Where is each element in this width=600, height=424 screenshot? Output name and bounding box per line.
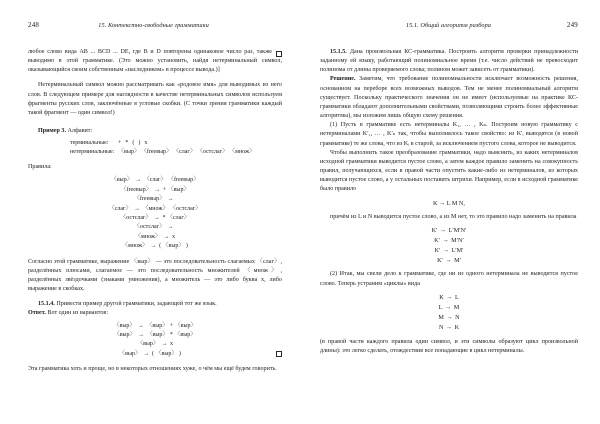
problem-statement: Привести пример другой грамматики, задающей тот же язык. <box>56 301 217 308</box>
arrow-icon: → <box>445 257 452 265</box>
arrow-icon: → <box>143 350 150 357</box>
right-folio: 249 <box>566 21 578 29</box>
production-rule <box>320 293 578 303</box>
terminals-row <box>28 139 282 148</box>
alphabet-block <box>28 139 282 157</box>
arrow-icon: → <box>134 205 140 212</box>
arrow-icon: → <box>154 186 161 193</box>
production-rule <box>28 242 282 251</box>
step-1-paragraph: (1) Пусть в грамматике есть нетерминалы K₁, … , Kₙ. Построим новую грамматику с нетерминалами K′₁, … , K′ₙ так, чтобы выполнялось такое свойство: из K′ᵢ выводятся (в новой грамматике) те же слова, что из Kᵢ в старой, за исключением пустого слова, которое не выводится. <box>320 122 578 147</box>
solution-text: Заметим, что требование полиномиальности исключает возможность решения, основанном на переборе всех возможных выводов. Тем не менее полиномиальный алгоритм существует. Поскольку практического значения он не имеет (используемые на практике КС-грамматики обладают дополнительными свойствами, позволяющими строить более эффективные алгоритмы), мы изложим лишь общую схему решения. <box>320 76 578 120</box>
nonterminal-symbol: 〈freeвыр〉 <box>143 149 173 156</box>
rule-lhs: 〈выр〉 <box>119 350 141 357</box>
nonterminal-symbol: 〈множ〉 <box>232 149 256 156</box>
left-running-head <box>28 22 282 34</box>
arrow-icon: → <box>135 177 142 184</box>
answer-line <box>28 309 282 318</box>
rule-rhs: 〈слаг〉 〈freeвыр〉 <box>143 177 200 184</box>
problem-number: 15.1.4. <box>38 301 55 308</box>
left-paragraph-2: Нетерминальный символ можно рассматривать как «родовое имя» для выводимых из него слов. В следующем примере для наглядности в качестве нетерминальных символов используем фрагменты русских слов, заключённые в угловые скобки. (С точки зрения грамматики каждый такой фрагмент — один символ!) <box>28 82 282 116</box>
rule-rhs: M <box>453 303 460 311</box>
production-rule <box>28 205 282 214</box>
rule-rhs: L <box>454 293 459 301</box>
arrow-icon: → <box>167 196 174 203</box>
rule-lhs: 〈множ〉 <box>122 243 149 250</box>
production-rule <box>320 256 578 266</box>
answer-label: Ответ. <box>28 310 46 317</box>
nonterminal-symbol: 〈остслаг〉 <box>199 149 229 156</box>
rules-label: Правила: <box>28 164 52 171</box>
production-rule <box>28 176 282 185</box>
answer-text: Вот один из вариантов: <box>47 310 109 317</box>
right-page <box>300 0 600 424</box>
production-rule <box>28 322 282 331</box>
production-rule <box>320 303 578 313</box>
arrow-icon: → <box>137 322 144 329</box>
primed-rules-list <box>320 226 578 267</box>
example-title: Алфавит: <box>67 128 93 135</box>
rule-lhs: 〈выр〉 <box>110 177 133 184</box>
terminal-symbol: * <box>125 140 129 147</box>
rule-rhs: 〈выр〉 * 〈выр〉 <box>146 332 197 338</box>
arrow-icon: → <box>150 243 157 250</box>
production-rule <box>28 350 282 359</box>
terminals-items <box>118 139 282 148</box>
rule-lhs: 〈выр〉 <box>137 341 159 348</box>
rule-lhs: K <box>439 293 444 301</box>
terminal-symbol: ) <box>138 140 141 147</box>
nonterminals-row <box>28 148 282 157</box>
rule-lhs: N <box>438 324 444 332</box>
rule-rhs: 〈выр〉 + 〈выр〉 <box>146 322 197 329</box>
production-rule <box>320 246 578 256</box>
rule-rhs: M′ <box>454 257 461 265</box>
cycle-rules-list <box>320 293 578 334</box>
rule-rhs: ( 〈выр〉 ) <box>152 350 181 357</box>
rule-lhs: 〈остслаг〉 <box>133 224 166 231</box>
qed-box-icon <box>276 51 282 57</box>
production-rule <box>320 313 578 323</box>
terminal-symbol: ( <box>132 140 135 147</box>
qed-box-icon <box>276 351 282 357</box>
example-rules-list <box>28 176 282 251</box>
left-closing-paragraph: Эта грамматика хоть и проще, но в некоторых отношениях хуже, о чём мы ещё будем говорить. <box>28 366 277 373</box>
arrow-icon: → <box>439 226 447 234</box>
rule-rhs: 〈множ〉 〈остслаг〉 <box>142 205 202 212</box>
example-heading <box>28 127 282 136</box>
rule-rhs: N <box>455 314 460 322</box>
problem-number: 15.1.5. <box>330 49 347 55</box>
left-paragraph-3: Согласно этой грамматике, выражение 〈выр〉 — это последовательность слагаемых 〈слаг〉, разделённых плюсами, слагаемое — это последовательность множителей 〈множ〉, разделённых звёздочками (знаками умножения), а множитель — это либо буква x, либо выражение в скобках. <box>28 258 282 293</box>
terminals-label: терминальные: <box>70 140 109 147</box>
terminal-symbol: x <box>144 140 148 147</box>
arrow-icon: → <box>167 224 174 231</box>
rule-lhs: K′ <box>437 257 443 265</box>
problem-statement: Дана произвольная КС-грамматика. Построить алгоритм проверки принадлежности заданному ей языку, работающий полиномиальное время (т.е. число действий не превосходит полинома от длины проверяемого слова; полином может зависеть от грамматики). <box>320 49 578 74</box>
arrow-icon: → <box>442 236 449 244</box>
rule-rhs: * 〈слаг〉 <box>162 215 190 222</box>
problem-15-1-5 <box>320 48 578 75</box>
rule-rhs: + 〈выр〉 <box>162 186 190 193</box>
rule-lhs: K′ <box>434 236 440 244</box>
rule-rhs: M′N′ <box>451 236 464 244</box>
left-running-head-title: 15. Контекстно-свободные грамматики <box>98 22 209 29</box>
production-rule <box>320 236 578 246</box>
production-rule <box>28 331 282 340</box>
rule-lhs: K′ <box>434 247 441 255</box>
step-1-paragraph-3: причём из L и N выводится пустое слово, а из M нет, то это правило надо заменить на правила <box>330 213 577 220</box>
terminal-symbol: + <box>118 140 122 147</box>
production-rule <box>28 195 282 204</box>
right-running-head <box>320 22 578 34</box>
rule-lhs: 〈множ〉 <box>134 233 161 240</box>
rule-lhs: M <box>438 314 444 322</box>
left-paragraph-1: любое слово вида AB ... BCD ... DE, где B и D повторены одинаковое число раз, также выводимо в этой грамматике. (Это можно установить, найдя нетерминальный символ, оказывающийся своим собственным «наследником» в процессе вывода.)] <box>28 49 282 74</box>
rule-rhs: L′M′ <box>451 247 464 255</box>
display-rule-kLMN: K → L M N, <box>433 199 465 207</box>
rule-rhs: x <box>169 341 173 348</box>
arrow-icon: → <box>138 332 145 338</box>
arrow-icon: → <box>161 341 168 348</box>
example-label: Пример 3. <box>38 128 66 135</box>
arrow-icon: → <box>163 233 170 240</box>
production-rule <box>28 223 282 232</box>
nonterminal-symbol: 〈слаг〉 <box>176 149 196 156</box>
arrow-icon: → <box>446 293 453 301</box>
rule-lhs: 〈остслаг〉 <box>120 215 152 222</box>
problem-15-1-4 <box>28 300 282 309</box>
production-rule <box>28 214 282 223</box>
rule-lhs: 〈выр〉 <box>113 322 136 329</box>
rule-rhs: x <box>172 233 175 240</box>
rule-lhs: 〈выр〉 <box>113 332 136 338</box>
solution-paragraph <box>320 75 578 121</box>
arrow-icon: → <box>154 215 160 222</box>
arrow-icon: → <box>445 324 453 332</box>
solution-label: Решение. <box>330 76 356 83</box>
step-2-paragraph-1: (2) Итак, мы свели дело к грамматике, где ни из одного нетерминала не выводится пустое слово. Теперь устраним «циклы» вида <box>320 271 578 287</box>
step-2-paragraph-2: (в правой части каждого правила один символ, и эти символы образуют цикл произвольной длины): это легко сделать, отождествив все попадающие в цикл нетерминалы. <box>320 338 578 354</box>
rule-lhs: 〈freeвыр〉 <box>133 196 166 203</box>
production-rule <box>320 226 578 236</box>
arrow-icon: → <box>445 303 452 311</box>
nonterminals-label: нетерминальные: <box>70 149 115 156</box>
production-rule <box>28 186 282 195</box>
production-rule <box>320 323 578 333</box>
production-rule <box>28 233 282 242</box>
rule-lhs: 〈слаг〉 <box>108 205 132 212</box>
rule-rhs: L′M′N′ <box>448 226 467 234</box>
step-1-paragraph-2: Чтобы выполнить такое преобразование грамматики, надо выяснить, из каких нетерминалов исходной грамматики выводится пустое слово, а затем каждое правило заменить на совокупность правил, получающихся, если в правой части опустить какие-либо из нетерминалов, из которых выводится пустое слово, а у остальных поставить штрихи. Например, если в исходной грамматике было правило <box>320 149 578 193</box>
left-folio: 248 <box>28 21 40 29</box>
right-running-head-title: 15.1. Общий алгоритм разбора <box>405 22 492 29</box>
arrow-icon: → <box>442 247 449 255</box>
nonterminals-items <box>118 148 282 157</box>
answer-rules-list <box>28 322 282 360</box>
nonterminal-symbol: 〈выр〉 <box>118 149 140 156</box>
rule-lhs: L <box>438 303 443 311</box>
rule-rhs: ( 〈выр〉 ) <box>159 243 188 250</box>
rule-lhs: K′ <box>431 226 438 234</box>
rule-lhs: 〈freeвыр〉 <box>120 186 152 193</box>
rule-rhs: K <box>454 324 460 332</box>
arrow-icon: → <box>446 314 453 322</box>
production-rule <box>28 340 282 349</box>
